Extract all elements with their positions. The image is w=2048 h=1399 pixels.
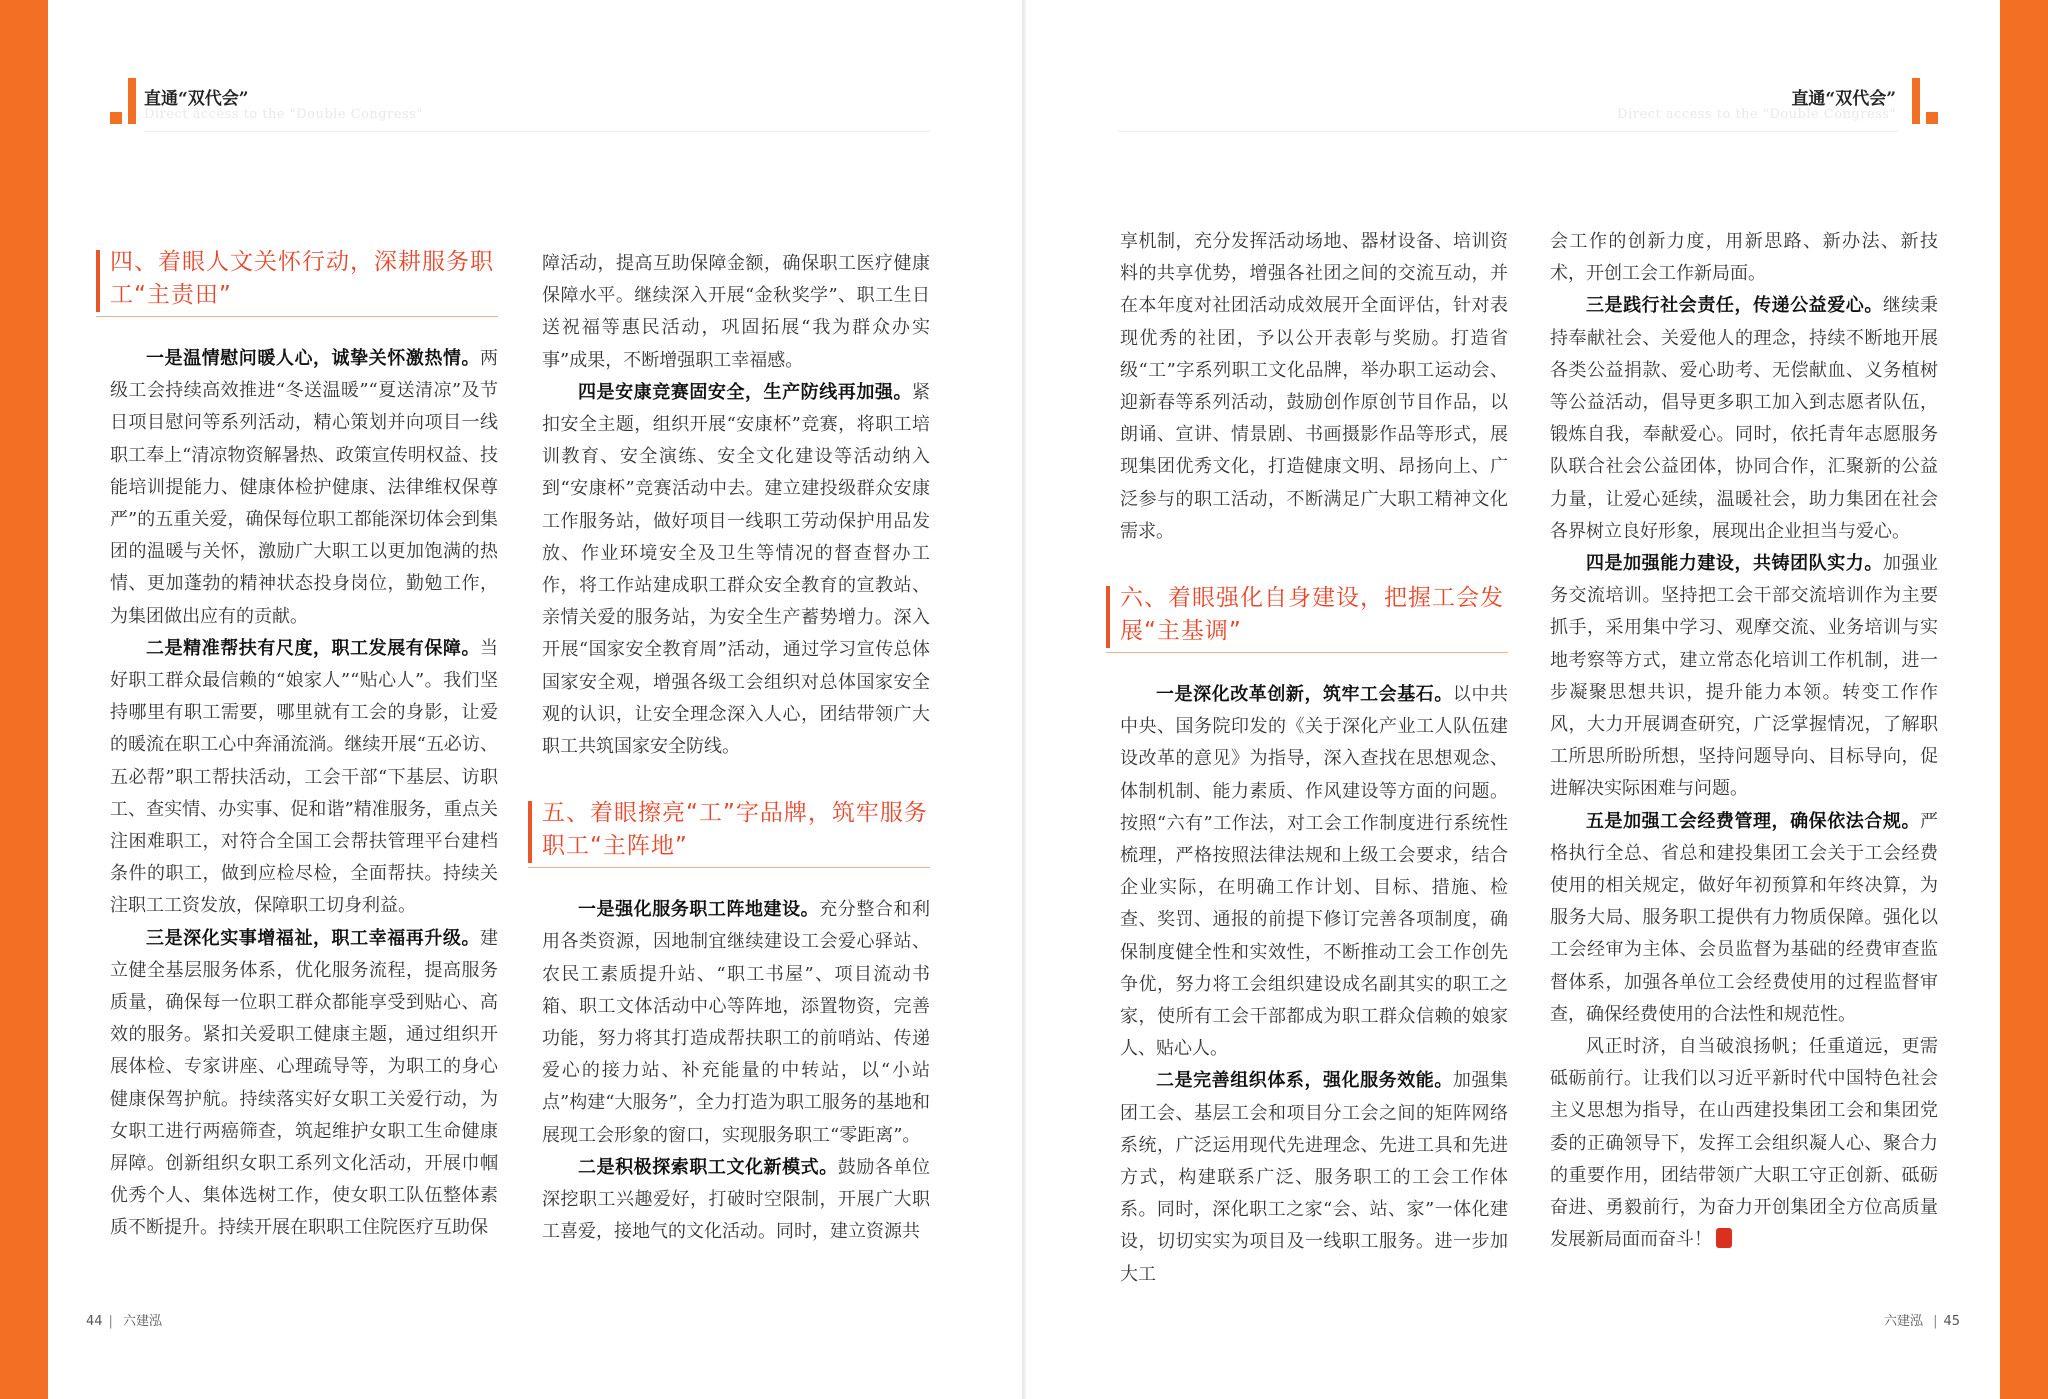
paragraph [542,894,930,1152]
right-folio [1884,1310,1960,1329]
paragraph-lead: 四是安康竞赛固安全，生产防线再加强。 [578,381,912,403]
paragraph-body: 建立健全基层服务体系，优化服务流程，提高服务质量，确保每一位职工群众都能享受到贴心、高效的服务。紧扣关爱职工健康主题，通过组织开展体检、专家讲座、心理疏导等，为职工的身心健康保驾护航。持续落实好女职工关爱行动，为女职工进行两癌筛查，筑起维护女职工生命健康屏障。创新组织女职工系列文化活动，开展巾帼优秀个人、集体选树工作，使女职工队伍整体素质不断提升。持续开展在职职工住院医疗互助保 [110,927,498,1239]
paragraph [1550,806,1938,1031]
article-column-4 [1550,226,1938,1257]
section-4-title: 四、着眼人文关怀行动，深耕服务职工“主责田” [110,249,494,308]
page-number-left: 44 [86,1314,103,1329]
paragraph-lead: 五是加强工会经费管理，确保依法合规。 [1586,810,1920,832]
paragraph-lead: 二是精准帮扶有尺度，职工发展有保障。 [146,637,480,659]
paragraph [1120,1065,1508,1290]
section-heading-6 [1106,582,1508,653]
page-spine [1022,0,1026,1399]
magazine-name: 六建泓 [1884,1314,1924,1329]
paragraph [542,377,930,763]
folio-separator: | [108,1314,113,1329]
header-accent-square [1926,112,1938,124]
paragraph-lead: 四是加强能力建设，共铸团队实力。 [1586,553,1883,575]
paragraph-body: 紧扣安全主题，组织开展“安康杯”竞赛，将职工培训教育、安全演练、安全文化建设等活动纳入到“安康杯”竞赛活动中去。建立建投级群众安康工作服务站，做好项目一线职工劳动保护用品发放、作业环境安全及卫生等情况的督查督办工作，将工作站建成职工群众安全教育的宣教站、亲情关爱的服务站，为安全生产蓄势增力。深入开展“国家安全教育周”活动，通过学习宣传总体国家安全观，增强各级工会组织对总体国家安全观的认识，让安全理念深入人心，团结带领广大职工共筑国家安全防线。 [542,381,930,758]
closing-paragraph [1550,1031,1938,1256]
left-folio [86,1310,162,1329]
paragraph-body: 两级工会持续高效推进“冬送温暖”“夏送清凉”及节日项目慰问等系列活动，精心策划并向项目一线职工奉上“清凉物资解暑热、政策宣传明权益、技能培训提能力、健康体检护健康、法律维权保尊严”的五重关爱，确保每位职工都能深切体会到集团的温暖与关怀，激励广大职工以更加饱满的热情、更加蓬勃的精神状态投身岗位，勤勉工作，为集团做出应有的贡献。 [110,348,498,627]
paragraph [110,923,498,1245]
paragraph-body: 以中共中央、国务院印发的《关于深化产业工人队伍建设改革的意见》为指导，深入查找在思想观念、体制机制、能力素质、作风建设等方面的问题。按照“六有”工作法，对工会工作制度进行系统性梳理，严格按照法律法规和上级工会要求，结合企业实际，在明确工作计划、目标、措施、检查、奖罚、通报的前提下修订完善各项制度，确保制度健全性和实效性，不断推动工会工作创先争优，努力将工会组织建设成名副其实的职工之家，使所有工会干部都成为职工群众信赖的娘家人、贴心人。 [1120,684,1509,1060]
header-subtitle: Direct access to the "Double Congress" [144,107,423,122]
paragraph-body: 加强集团工会、基层工会和项目分工会之间的矩阵网络系统，广泛运用现代先进理念、先进工具和先进方式，构建联系广泛、服务职工的工会工作体系。同时，深化职工之家“会、站、家”一体化建设，切切实实为项目及一线职工服务。进一步加大工 [1120,1070,1509,1285]
section-heading-5 [528,797,930,868]
paragraph-lead: 二是完善组织体系，强化服务效能。 [1156,1070,1453,1092]
page-number-right: 45 [1943,1314,1960,1329]
paragraph-body: 继续秉持奉献社会、关爱他人的理念，持续不断地开展各类公益捐款、爱心助考、无偿献血、义务植树等公益活动，倡导更多职工加入到志愿者队伍，锻炼自我，奉献爱心。同时，依托青年志愿服务队联合社会公益团体，协同合作，汇聚新的公益力量，让爱心延续，温暖社会，助力集团在社会各界树立良好形象，展现出企业担当与爱心。 [1550,295,1939,542]
end-seal-icon [1716,1228,1732,1248]
paragraph-lead: 一是深化改革创新，筑牢工会基石。 [1156,684,1453,706]
header-title: 直通“双代会” [1791,89,1896,109]
header-rule [1118,131,1898,132]
header-accent-bar [128,78,136,124]
paragraph [1550,548,1938,806]
paragraph-body: 鼓励各单位深挖职工兴趣爱好，打破时空限制，开展广大职工喜爱，接地气的文化活动。同时，建立资源共 [542,1156,931,1243]
section-6-title: 六、着眼强化自身建设，把握工会发展“主基调” [1120,585,1504,645]
paragraph [110,343,498,633]
article-column-1 [110,248,498,1245]
paragraph [1550,290,1938,548]
header-rule [144,131,930,132]
paragraph-lead: 一是温情慰问暖人心，诚挚关怀激热情。 [146,348,480,369]
paragraph-lead: 三是深化实事增福祉，职工幸福再升级。 [146,927,480,949]
paragraph-continued: 会工作的创新力度，用新思路、新办法、新技术，开创工会工作新局面。 [1550,231,1938,285]
section-5-title: 五、着眼擦亮“工”字品牌，筑牢服务职工“主阵地” [542,800,928,860]
paragraph-continued: 障活动，提高互助保障金额，确保职工医疗健康保障水平。继续深入开展“金秋奖学”、职工生日送祝福等惠民活动，巩固拓展“我为群众办实事”成果，不断增强职工幸福感。 [542,253,930,371]
closing-text: 风正时济，自当破浪扬帆；任重道远，更需砥砺前行。让我们以习近平新时代中国特色社会主义思想为指导，在山西建投集团工会和集团党委的正确领导下，发挥工会组织凝人心、聚合力的重要作用，团结带领广大职工守正创新、砥砺奋进、勇毅前行，为奋力开创集团全方位高质量发展新局面而奋斗！ [1550,1036,1938,1251]
paragraph-body: 严格执行全总、省总和建投集团工会关于工会经费使用的相关规定，做好年初预算和年终决算，为服务大局、服务职工提供有力物质保障。强化以工会经审为主体、会员监督为基础的经费审查监督体系，加强各单位工会经费使用的过程监督审查，确保经费使用的合法性和规范性。 [1550,810,1938,1025]
header-subtitle: Direct access to the "Double Congress" [1617,107,1896,122]
paragraph-lead: 一是强化服务职工阵地建设。 [578,899,820,921]
paragraph [1120,679,1508,1065]
paragraph-body: 当好职工群众最信赖的“娘家人”“贴心人”。我们坚持哪里有职工需要，哪里就有工会的身影，让爱的暖流在职工心中奔涌流淌。继续开展“五必访、五必帮”职工帮扶活动，工会干部“下基层、访职工、查实情、办实事、促和谐”精准服务，重点关注困难职工，对符合全国工会帮扶管理平台建档条件的职工，做到应检尽检，全面帮扶。持续关注职工工资发放，保障职工切身利益。 [110,637,498,917]
folio-separator: | [1933,1314,1938,1329]
header-accent-square [110,112,122,124]
paragraph-body: 充分整合和利用各类资源，因地制宜继续建设工会爱心驿站、农民工素质提升站、“职工书屋”、项目流动书箱、职工文体活动中心等阵地，添置物资，完善功能，努力将其打造成帮扶职工的前哨站、传递爱心的接力站、补充能量的中转站，以“小站点”构建“大服务”，全力打造为职工服务的基地和展现工会形象的窗口，实现服务职工“零距离”。 [542,899,931,1146]
right-orange-edge [2000,0,2048,1399]
paragraph-continued: 享机制，充分发挥活动场地、器材设备、培训资料的共享优势，增强各社团之间的交流互动，并在本年度对社团活动成效展开全面评估，针对表现优秀的社团，予以公开表彰与奖励。打造省级“工”字系列职工文化品牌，举办职工运动会、迎新春等系列活动，鼓励创作原创节目作品，以朗诵、宣讲、情景剧、书画摄影作品等形式，展现集团优秀文化，打造健康文明、昂扬向上、广泛参与的职工活动，不断满足广大职工精神文化需求。 [1120,231,1508,542]
article-column-2 [542,248,930,1248]
header-title: 直通“双代会” [144,89,249,109]
paragraph-body: 加强业务交流培训。坚持把工会干部交流培训作为主要抓手，采用集中学习、观摩交流、业务培训与实地考察等方式，建立常态化培训工作机制，进一步凝聚思想共识，提升能力本领。转变工作作风，大力开展调查研究，广泛掌握情况，了解职工所思所盼所想，坚持问题导向、目标导向，促进解决实际困难与问题。 [1550,553,1939,800]
magazine-name: 六建泓 [122,1314,162,1329]
section-heading-4 [96,246,498,317]
paragraph-lead: 二是积极探索职工文化新模式。 [578,1156,838,1178]
article-column-3 [1120,226,1508,1291]
paragraph [110,633,498,923]
left-orange-edge [0,0,48,1399]
header-accent-bar [1912,78,1920,124]
paragraph [542,1152,930,1249]
paragraph-lead: 三是践行社会责任，传递公益爱心。 [1586,295,1883,317]
